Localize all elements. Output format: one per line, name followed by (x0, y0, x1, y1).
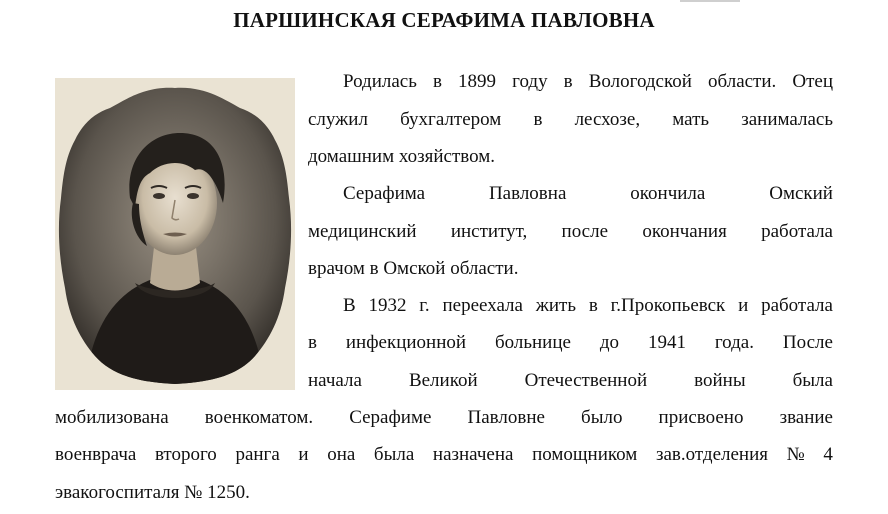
word: г. (419, 295, 430, 316)
word: 4 (823, 444, 833, 465)
word: после (561, 221, 609, 242)
word: в (563, 71, 573, 92)
word: Серафиме (349, 407, 432, 428)
word: Серафима (343, 183, 426, 204)
text-line (308, 145, 495, 169)
word: она (327, 444, 356, 465)
word: лесхозе, (574, 109, 641, 130)
word: военкоматом. (204, 407, 314, 428)
word: Павловне (467, 407, 545, 428)
text-line (55, 406, 833, 430)
word: В (343, 295, 356, 316)
word: военврача (55, 444, 137, 465)
text-line (308, 331, 833, 355)
word: и (738, 295, 749, 316)
word: работала (761, 295, 833, 316)
word: мобилизована (55, 407, 169, 428)
word: институт, (450, 221, 528, 242)
word: работала (761, 221, 833, 242)
text-line (308, 220, 833, 244)
word: звание (779, 407, 833, 428)
word: эвакогоспиталя № 1250. (55, 482, 250, 503)
word: Отец (792, 71, 833, 92)
word: присвоено (658, 407, 744, 428)
text-line (55, 443, 833, 467)
word: зав.отделения (655, 444, 768, 465)
word: больнице (494, 332, 571, 353)
text-line (308, 369, 833, 393)
word: инфекционной (345, 332, 467, 353)
word: и (298, 444, 309, 465)
word: назначена (432, 444, 514, 465)
text-line (55, 481, 250, 505)
word: была (792, 370, 833, 391)
word: занималась (741, 109, 833, 130)
word: 1932 (368, 295, 407, 316)
word: начала (308, 370, 362, 391)
word: 1899 (458, 71, 497, 92)
word: мать (672, 109, 710, 130)
word: Павловна (488, 183, 567, 204)
word: до (599, 332, 620, 353)
text-line (308, 108, 833, 132)
word: было (581, 407, 623, 428)
word: домашним хозяйством. (308, 146, 496, 167)
word: переехала (442, 295, 523, 316)
page-title: ПАРШИНСКАЯ СЕРАФИМА ПАВЛОВНА (233, 8, 655, 32)
text-line (343, 294, 833, 318)
word: г.Прокопьевск (610, 295, 726, 316)
word: Великой (408, 370, 478, 391)
word: врачом в Омской области. (308, 258, 519, 279)
word: служил (308, 109, 368, 130)
text-line (343, 70, 833, 94)
word: ранга (235, 444, 280, 465)
word: году (512, 71, 548, 92)
word: окончила (630, 183, 706, 204)
word: 1941 (647, 332, 686, 353)
word: Отечественной (524, 370, 648, 391)
word: жить (535, 295, 577, 316)
text-line (343, 182, 833, 206)
text-line (308, 257, 518, 281)
word: помощником (532, 444, 638, 465)
word: Омский (769, 183, 833, 204)
word: бухгалтером (400, 109, 502, 130)
word: в (308, 332, 317, 353)
word: Родилась (343, 71, 417, 92)
top-rule (680, 0, 740, 2)
word: в (432, 71, 442, 92)
word: года. (714, 332, 754, 353)
word: была (373, 444, 415, 465)
word: После (782, 332, 833, 353)
word: войны (694, 370, 746, 391)
portrait-photo (55, 78, 295, 390)
word: № (786, 444, 805, 465)
word: медицинский (308, 221, 417, 242)
word: в (588, 295, 598, 316)
word: Вологодской (588, 71, 692, 92)
word: окончания (642, 221, 727, 242)
word: второго (154, 444, 217, 465)
word: в (533, 109, 543, 130)
word: области. (708, 71, 777, 92)
